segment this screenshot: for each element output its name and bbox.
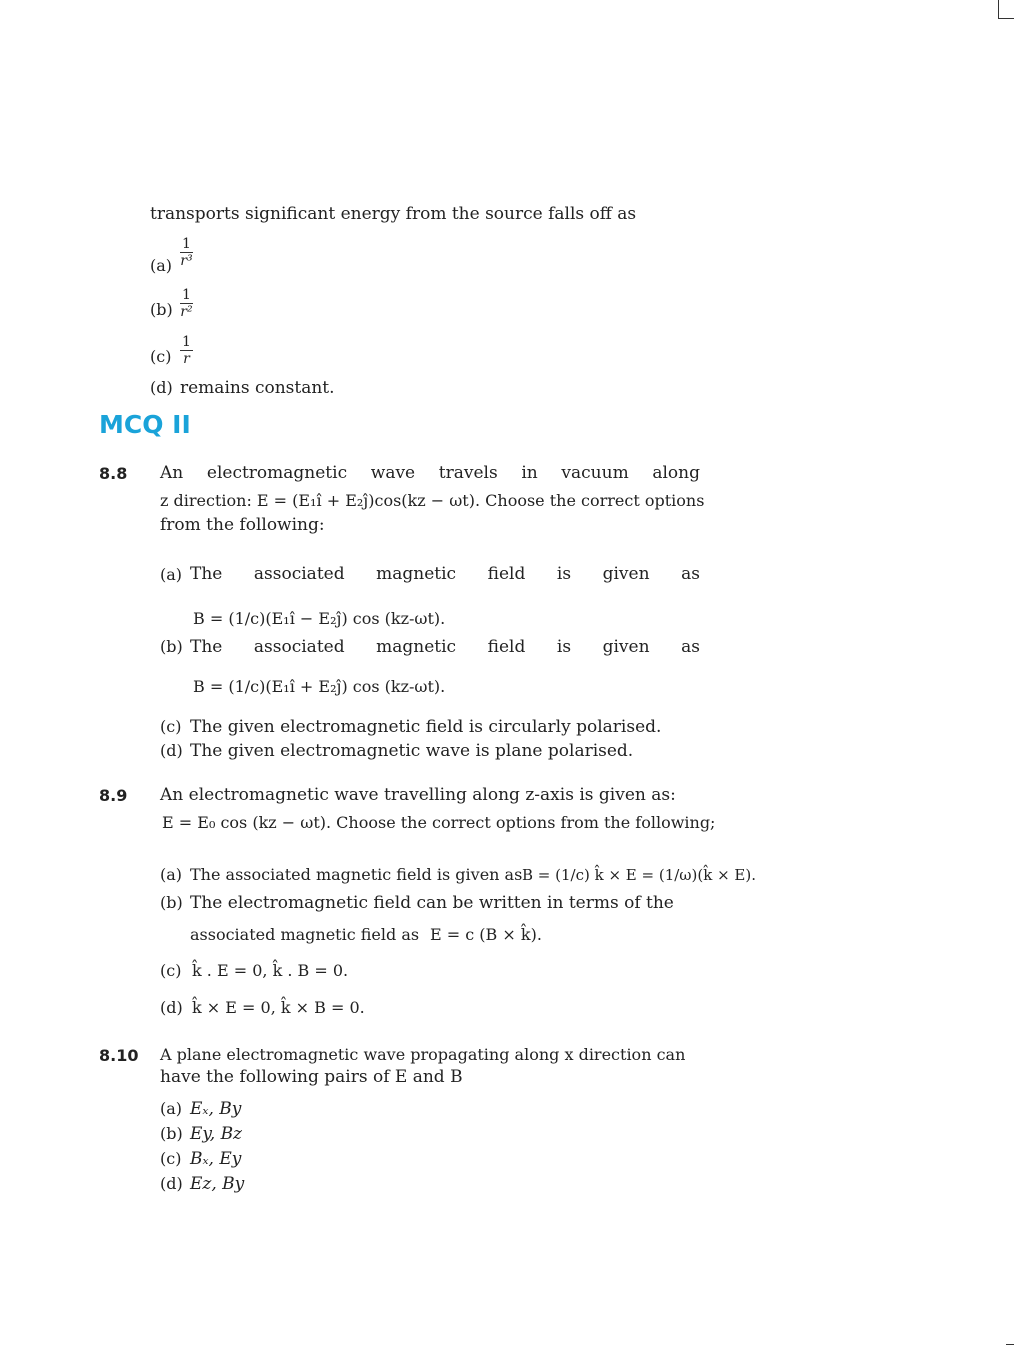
q810-line2: have the following pairs of E and B <box>160 1067 463 1087</box>
q88-option-c-label: (c) <box>160 717 182 736</box>
q88-option-a-equation: B = (1/c)(E₁î − E₂ĵ) cos (kz-ωt). <box>193 609 446 628</box>
q810-option-c-label: (c) <box>160 1149 182 1168</box>
q89-option-d-equation: k̂ × E = 0, k̂ × B = 0. <box>192 998 365 1017</box>
prev-option-a-fraction: $\frac{1}{\text{r³}}$ <box>180 236 193 269</box>
prev-option-a-label: (a) <box>150 256 173 275</box>
q88-option-d-label: (d) <box>160 741 183 760</box>
q89-option-b-equation: E = c (B × k̂). <box>430 925 542 944</box>
q89-line2: E = E₀ cos (kz − ωt). Choose the correct options from the following; <box>162 813 716 832</box>
q810-option-b-label: (b) <box>160 1124 183 1143</box>
q810-option-d-text: Ez, By <box>190 1174 245 1194</box>
q88-option-b-label: (b) <box>160 637 183 656</box>
q88-line1: An electromagnetic wave travels in vacuum along <box>160 463 700 483</box>
q89-option-a-label: (a) <box>160 865 183 884</box>
prev-option-d-label: (d) <box>150 378 173 397</box>
prev-option-b-fraction: $\frac{1}{\text{r²}}$ <box>180 287 193 320</box>
prev-option-d-text: remains constant. <box>180 378 335 398</box>
prev-option-c-label: (c) <box>150 347 172 366</box>
q88-number: 8.8 <box>99 464 128 483</box>
q88-option-b-equation: B = (1/c)(E₁î + E₂ĵ) cos (kz-ωt). <box>193 677 446 696</box>
q88-option-c-text: The given electromagnetic field is circularly polarised. <box>190 717 662 737</box>
crop-mark-top <box>998 0 999 18</box>
q89-option-a-text: The associated magnetic field is given as <box>190 865 523 884</box>
prev-question-stem: transports significant energy from the source falls off as <box>150 204 637 224</box>
prev-option-c-fraction: $\frac{1}{r}$ <box>182 334 191 367</box>
q89-option-d-label: (d) <box>160 998 183 1017</box>
q89-option-b-text2: associated magnetic field as <box>190 925 420 944</box>
section-heading: MCQ II <box>99 410 191 439</box>
q89-option-b-label: (b) <box>160 893 183 912</box>
q810-number: 8.10 <box>99 1046 139 1065</box>
q89-option-c-label: (c) <box>160 961 182 980</box>
q810-option-b-text: Ey, Bz <box>190 1124 243 1144</box>
q88-option-b-text: The associated magnetic field is given as <box>190 637 700 657</box>
q810-option-d-label: (d) <box>160 1174 183 1193</box>
q89-line1: An electromagnetic wave travelling along z-axis is given as: <box>160 785 676 805</box>
q810-option-c-text: Bₓ, Ey <box>190 1149 242 1169</box>
q88-option-d-text: The given electromagnetic wave is plane polarised. <box>190 741 634 761</box>
q810-option-a-text: Eₓ, By <box>190 1099 242 1119</box>
q88-line3: from the following: <box>160 515 325 535</box>
q89-number: 8.9 <box>99 786 128 805</box>
q810-option-a-label: (a) <box>160 1099 183 1118</box>
crop-mark-top-foot <box>998 18 1014 19</box>
q89-option-b-text: The electromagnetic field can be written in terms of the <box>190 893 674 913</box>
q88-line2: z direction: E = (E₁î + E₂ĵ)cos(kz − ωt). Choose the correct options <box>160 491 705 510</box>
q89-option-c-equation: k̂ . E = 0, k̂ . B = 0. <box>192 961 349 980</box>
q810-line1: A plane electromagnetic wave propagating along x direction can <box>160 1045 686 1064</box>
q89-option-a-equation: B = (1/c) k̂ × E = (1/ω)(k̂ × E). <box>522 866 756 884</box>
q88-option-a-label: (a) <box>160 565 183 584</box>
prev-option-b-label: (b) <box>150 300 173 319</box>
q88-option-a-text: The associated magnetic field is given as <box>190 564 700 584</box>
crop-mark-bottom <box>1006 1344 1014 1345</box>
